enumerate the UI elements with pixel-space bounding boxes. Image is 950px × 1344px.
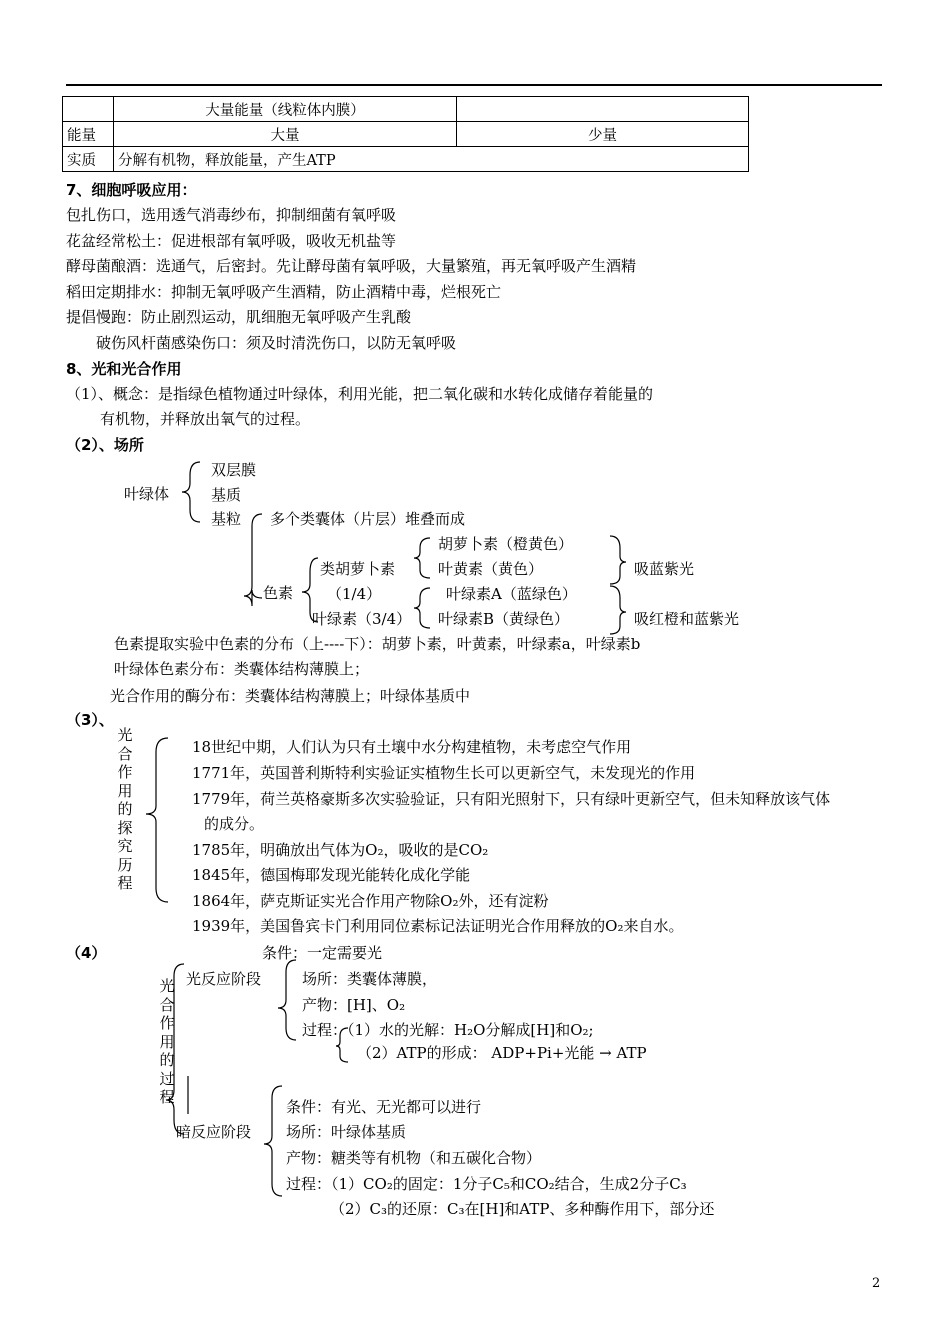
process-line: 条件：有光、无光都可以进行 bbox=[286, 1098, 482, 1116]
paragraph: （1）、概念：是指绿色植物通过叶绿体，利用光能，把二氧化碳和水转化成储存着能量的 bbox=[66, 385, 654, 403]
carotenoid-fraction: （1/4） bbox=[327, 585, 382, 603]
history-item: 1864年，萨克斯证实光合作用产物除O₂外，还有淀粉 bbox=[192, 892, 549, 910]
subheading: （3）、 bbox=[66, 711, 114, 729]
paragraph: 提倡慢跑：防止剧烈运动，肌细胞无氧呼吸产生乳酸 bbox=[66, 308, 412, 326]
pigment-item: 叶绿素B（黄绿色） bbox=[438, 610, 570, 628]
table-cell bbox=[457, 97, 749, 122]
pigment-item: 胡萝卜素（橙黄色） bbox=[438, 535, 574, 553]
absorb-label: 吸红橙和蓝紫光 bbox=[634, 610, 740, 628]
chlorophyll-label: 叶绿素（3/4） bbox=[312, 610, 412, 628]
table-cell: 分解有机物，释放能量，产生ATP bbox=[114, 147, 749, 172]
section-7-heading: 7、细胞呼吸应用： bbox=[66, 181, 197, 199]
history-item: 1771年，英国普利斯特利实验证实植物生长可以更新空气，未发现光的作用 bbox=[192, 764, 696, 782]
chloroplast-part: 双层膜 bbox=[211, 461, 257, 479]
carotenoid-label: 类胡萝卜素 bbox=[320, 560, 396, 578]
table-row bbox=[63, 147, 749, 172]
pigment-label: 色素 bbox=[263, 584, 294, 602]
dark-reaction-title: 暗反应阶段 bbox=[176, 1123, 252, 1141]
respiration-table bbox=[62, 96, 749, 172]
light-reaction-title: 光反应阶段 bbox=[186, 970, 262, 988]
paragraph: 有机物，并释放出氧气的过程。 bbox=[100, 410, 311, 428]
paragraph: 光合作用的酶分布：类囊体结构薄膜上；叶绿体基质中 bbox=[110, 687, 471, 705]
table-cell: 大量能量（线粒体内膜） bbox=[114, 97, 457, 122]
table-cell: 实质 bbox=[63, 147, 114, 172]
grana-desc: 多个类囊体（片层）堆叠而成 bbox=[270, 510, 466, 528]
process-line: 过程：（1）水的光解：H₂O分解成[H]和O₂; bbox=[302, 1021, 594, 1039]
pigment-item: 叶黄素（黄色） bbox=[438, 560, 544, 578]
paragraph: 色素提取实验中色素的分布（上----下）：胡萝卜素，叶黄素，叶绿素a，叶绿素b bbox=[114, 635, 641, 653]
process-line: 产物：糖类等有机物（和五碳化合物） bbox=[286, 1149, 542, 1167]
subheading: （4） bbox=[66, 944, 107, 962]
history-item: 1779年，荷兰英格豪斯多次实验验证，只有阳光照射下，只有绿叶更新空气，但未知释放该气体 bbox=[192, 790, 831, 808]
process-line: 场所：类囊体薄膜， bbox=[302, 970, 438, 988]
table-row bbox=[63, 97, 749, 122]
process-line: 产物：[H]、O₂ bbox=[302, 996, 406, 1014]
table-cell: 能量 bbox=[63, 122, 114, 147]
history-item: 1785年，明确放出气体为O₂，吸收的是CO₂ bbox=[192, 841, 489, 859]
pigment-item: 叶绿素A（蓝绿色） bbox=[446, 585, 577, 603]
process-label: 光合作用的过程 bbox=[159, 977, 175, 1106]
table-cell: 少量 bbox=[457, 122, 749, 147]
process-line: （2）ATP的形成： ADP+Pi+光能 → ATP bbox=[357, 1044, 647, 1062]
header-rule bbox=[66, 84, 882, 86]
history-item: 18世纪中期，人们认为只有土壤中水分构建植物，未考虑空气作用 bbox=[192, 738, 632, 756]
history-item: 1939年，美国鲁宾卡门利用同位素标记法证明光合作用释放的O₂来自水。 bbox=[192, 917, 684, 935]
subheading: （2）、场所 bbox=[66, 436, 144, 454]
chloroplast-label: 叶绿体 bbox=[124, 485, 170, 503]
absorb-label: 吸蓝紫光 bbox=[634, 560, 695, 578]
history-item: 1845年，德国梅耶发现光能转化成化学能 bbox=[192, 866, 471, 884]
process-line: （2）C₃的还原：C₃在[H]和ATP、多种酶作用下，部分还 bbox=[330, 1200, 715, 1218]
section-8-heading: 8、光和光合作用 bbox=[66, 360, 182, 378]
history-item: 的成分。 bbox=[204, 815, 265, 833]
process-line: 过程：（1）CO₂的固定：1分子C₅和CO₂结合，生成2分子C₃ bbox=[286, 1175, 687, 1193]
paragraph: 叶绿体色素分布：类囊体结构薄膜上； bbox=[114, 660, 370, 678]
process-line: 场所：叶绿体基质 bbox=[286, 1123, 407, 1141]
paragraph: 花盆经常松土：促进根部有氧呼吸，吸收无机盐等 bbox=[66, 232, 397, 250]
table-row bbox=[63, 122, 749, 147]
history-label: 光合作用的探究历程 bbox=[117, 726, 133, 892]
page-number: 2 bbox=[872, 1276, 881, 1291]
table-cell bbox=[63, 97, 114, 122]
chloroplast-part: 基粒 bbox=[211, 510, 242, 528]
paragraph: 破伤风杆菌感染伤口：须及时清洗伤口，以防无氧呼吸 bbox=[96, 334, 457, 352]
table-cell: 大量 bbox=[114, 122, 457, 147]
paragraph: 包扎伤口，选用透气消毒纱布，抑制细菌有氧呼吸 bbox=[66, 206, 397, 224]
paragraph: 稻田定期排水：抑制无氧呼吸产生酒精，防止酒精中毒，烂根死亡 bbox=[66, 283, 502, 301]
process-line: 条件：一定需要光 bbox=[262, 944, 383, 962]
chloroplast-part: 基质 bbox=[211, 486, 242, 504]
paragraph: 酵母菌酿酒：选通气，后密封。先让酵母菌有氧呼吸，大量繁殖，再无氧呼吸产生酒精 bbox=[66, 257, 637, 275]
